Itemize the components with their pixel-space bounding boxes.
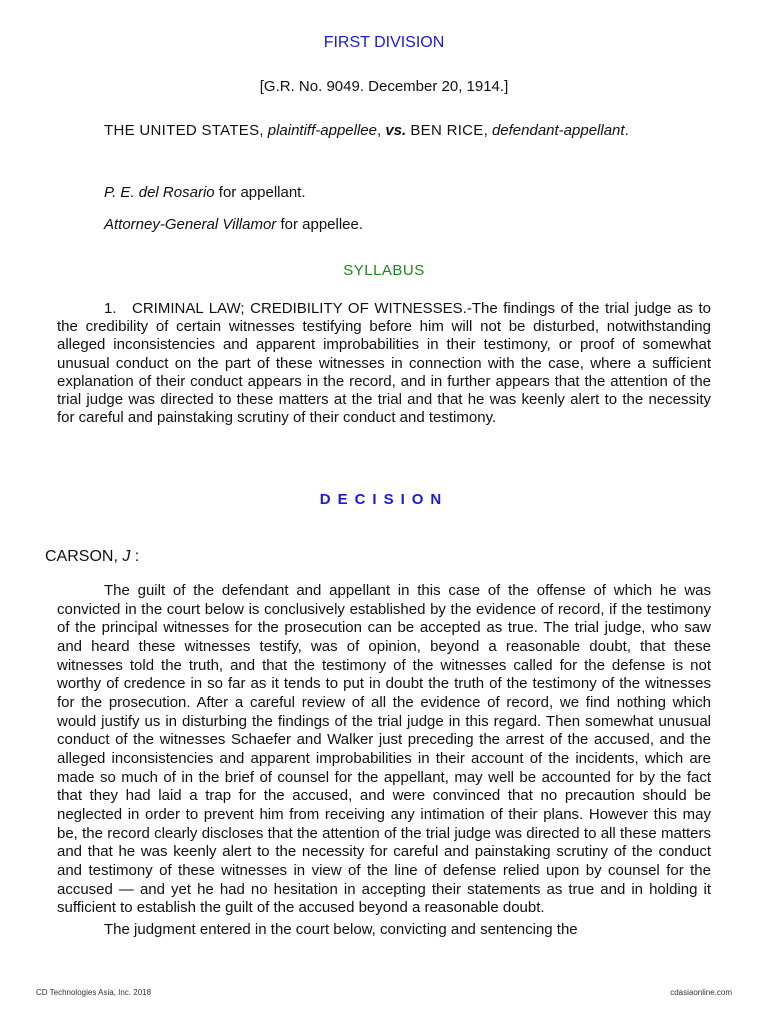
footer-copyright: CD Technologies Asia, Inc. 2018 — [36, 988, 152, 997]
case-number: [G.R. No. 9049. December 20, 1914.] — [259, 78, 509, 95]
judge-colon: : — [130, 548, 140, 565]
plaintiff-role: plaintiff-appellee — [267, 122, 377, 139]
judge-title: J — [122, 548, 131, 565]
plaintiff-name: THE UNITED STATES — [104, 122, 260, 139]
decision-paragraph: The guilt of the defendant and appellant in this case of the offense of which he was convicted in the court below is conclusively established by the evidence of record, if the testimony of the principal witnesses for the prosecution can be accepted as true. The trial judge, who saw and heard these witnesses testify, was of opinion, beyond a reasonable doubt, that these witnesses told the truth, and that the testimony of the witnesses called for the defense is not worthy of credence in so far as it tends to put in doubt the truth of the testimony of the witnesses for the prosecution. After a careful review of all the evidence of record, we find nothing which would justify us in disturbing the findings of the trial judge in this regard. Then somewhat unusual conduct of the witnesses Schaefer and Walker just preceding the arrest of the accused, and the alleged inconsistencies and apparent improbabilities in their account of the incidents, which are made so much of in the brief of counsel for the appellant, may well be accounted for by the fact that they had laid a trap for the accused, and were convinced that no precaution should be neglected in order to prevent him from receiving any intimation of their plans. However this may be, the record clearly discloses that the attention of the trial judge was directed to all these matters and that he was keenly alert to the necessity for careful and painstaking scrutiny of the conduct and testimony of these witnesses in view of the line of defense relied upon by counsel for the accused — and yet he had no hesitation in accepting their statements as true and in holding it sufficient to establish the guilt of the accused beyond a reasonable doubt. — [57, 582, 711, 917]
division-heading: FIRST DIVISION — [323, 34, 445, 51]
judge-name: CARSON, — [45, 548, 123, 565]
syllabus-item-number: 1. — [104, 300, 117, 317]
defendant-role: defendant-appellant — [491, 122, 625, 139]
appellee-counsel-name: Attorney-General Villamor — [104, 216, 277, 233]
syllabus-item-text: CRIMINAL LAW; CREDIBILITY OF WITNESSES.-The findings of the trial judge as to the credibility of certain witnesses testifying before him will not be disturbed, notwithstanding alleged inconsistencies and apparent improbabilities in their testimony, or proof of somewhat unusual conduct on the part of these witnesses in connection with the case, where a sufficient explanation of their conduct appears in the record, and in further appears that the attention of the trial judge was directed to these matters at the trial and that he was keenly alert to the necessity for careful and painstaking scrutiny of their conduct and testimony. — [57, 300, 711, 427]
ponente — [45, 548, 139, 566]
syllabus-heading: SYLLABUS — [343, 262, 425, 279]
versus-label: vs. — [385, 122, 407, 139]
decision-body — [57, 582, 711, 939]
appellant-counsel-name: P. E. del Rosario — [104, 184, 215, 201]
defendant-name: BEN RICE — [410, 122, 484, 139]
decision-paragraph: The judgment entered in the court below, convicting and sentencing the — [104, 920, 578, 938]
appellee-counsel — [104, 216, 363, 233]
case-parties: THE UNITED STATES, plaintiff-appellee, vs. BEN RICE, defendant-appellant. — [104, 122, 629, 139]
decision-heading: DECISION — [319, 491, 449, 508]
appellant-counsel — [104, 184, 306, 201]
syllabus-item — [57, 300, 711, 427]
appellant-counsel-suffix: for appellant. — [214, 184, 306, 201]
appellee-counsel-suffix: for appellee. — [276, 216, 364, 233]
footer-site: cdasiaonline.com — [670, 988, 732, 997]
